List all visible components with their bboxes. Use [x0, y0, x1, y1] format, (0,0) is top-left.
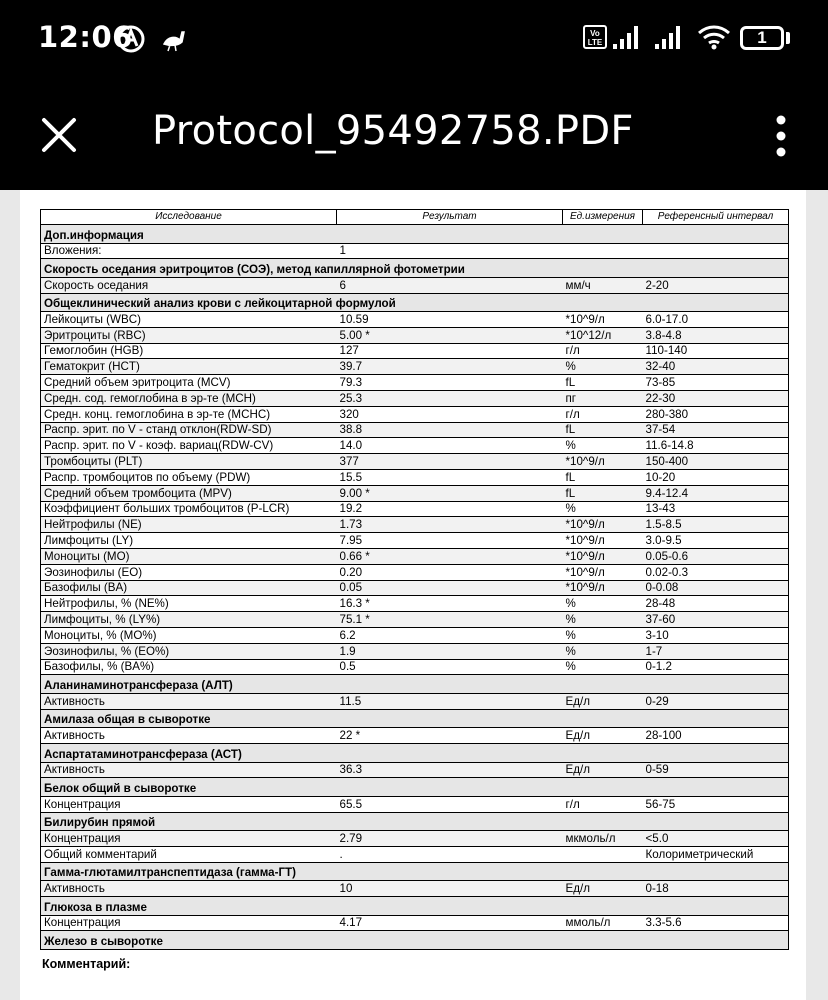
- section-title: Глюкоза в плазме: [41, 897, 789, 916]
- unit-cell: Ед/л: [563, 728, 643, 744]
- test-name-cell: Распр. эрит. по V - станд отклон(RDW-SD): [41, 422, 337, 438]
- table-row: [41, 359, 789, 375]
- section-row: [41, 744, 789, 763]
- test-name-cell: Тромбоциты (PLT): [41, 454, 337, 470]
- header-reference: Референсный интервал: [643, 210, 789, 225]
- unit-cell: %: [563, 438, 643, 454]
- section-title: Железо в сыворотке: [41, 931, 789, 950]
- unit-cell: *10^9/л: [563, 580, 643, 596]
- table-row: [41, 693, 789, 709]
- reference-cell: 37-60: [643, 612, 789, 628]
- test-name-cell: Концентрация: [41, 831, 337, 847]
- results-table: [40, 209, 789, 950]
- table-row: [41, 831, 789, 847]
- battery-icon: 1: [740, 26, 784, 50]
- test-name-cell: Общий комментарий: [41, 846, 337, 862]
- unit-cell: *10^9/л: [563, 533, 643, 549]
- result-cell: .: [337, 846, 563, 862]
- result-cell: 6.2: [337, 628, 563, 644]
- table-row: [41, 580, 789, 596]
- section-row: [41, 862, 789, 881]
- unit-cell: %: [563, 612, 643, 628]
- status-bar: [0, 0, 828, 78]
- reference-cell: [643, 243, 789, 259]
- results-body: [41, 225, 789, 950]
- result-cell: 39.7: [337, 359, 563, 375]
- unit-cell: %: [563, 359, 643, 375]
- result-cell: 1.73: [337, 517, 563, 533]
- result-cell: 10.59: [337, 312, 563, 328]
- reference-cell: 110-140: [643, 343, 789, 359]
- test-name-cell: Нейтрофилы (NE): [41, 517, 337, 533]
- section-title: Амилаза общая в сыворотке: [41, 709, 789, 728]
- result-cell: 0.5: [337, 659, 563, 675]
- reference-cell: 3-10: [643, 628, 789, 644]
- test-name-cell: Эозинофилы, % (EO%): [41, 643, 337, 659]
- table-row: [41, 312, 789, 328]
- test-name-cell: Базофилы, % (BA%): [41, 659, 337, 675]
- section-title: Скорость оседания эритроцитов (СОЭ), метод капиллярной фотометрии: [41, 259, 789, 278]
- unit-cell: %: [563, 501, 643, 517]
- section-row: [41, 225, 789, 244]
- signal-sim2-icon: [654, 24, 684, 50]
- header-test: Исследование: [41, 210, 337, 225]
- reference-cell: 3.0-9.5: [643, 533, 789, 549]
- reference-cell: 6.0-17.0: [643, 312, 789, 328]
- table-row: [41, 628, 789, 644]
- result-cell: 0.66 *: [337, 549, 563, 565]
- reference-cell: 73-85: [643, 375, 789, 391]
- table-row: [41, 596, 789, 612]
- reference-cell: 11.6-14.8: [643, 438, 789, 454]
- unit-cell: fL: [563, 485, 643, 501]
- test-name-cell: Эритроциты (RBC): [41, 327, 337, 343]
- test-name-cell: Лейкоциты (WBC): [41, 312, 337, 328]
- reference-cell: 0.02-0.3: [643, 564, 789, 580]
- test-name-cell: Распр. тромбоцитов по объему (PDW): [41, 470, 337, 486]
- table-row: [41, 470, 789, 486]
- test-name-cell: Коэффициент больших тромбоцитов (P-LCR): [41, 501, 337, 517]
- app-bar: [0, 78, 828, 190]
- unit-cell: fL: [563, 470, 643, 486]
- table-row: [41, 549, 789, 565]
- comment-label: Комментарий:: [42, 957, 131, 971]
- test-name-cell: Средн. конц. гемоглобина в эр-те (MCHC): [41, 406, 337, 422]
- test-name-cell: Эозинофилы (EO): [41, 564, 337, 580]
- table-row: [41, 454, 789, 470]
- table-row: [41, 796, 789, 812]
- table-row: [41, 485, 789, 501]
- result-cell: 127: [337, 343, 563, 359]
- reference-cell: 28-48: [643, 596, 789, 612]
- result-cell: 14.0: [337, 438, 563, 454]
- table-header-row: [41, 210, 789, 225]
- test-name-cell: Активность: [41, 693, 337, 709]
- pdf-page[interactable]: [20, 190, 806, 1000]
- result-cell: 75.1 *: [337, 612, 563, 628]
- unit-cell: *10^9/л: [563, 312, 643, 328]
- section-title: Гамма-глютамилтранспептидаза (гамма-ГТ): [41, 862, 789, 881]
- reference-cell: 37-54: [643, 422, 789, 438]
- test-name-cell: Концентрация: [41, 915, 337, 931]
- section-title: Доп.информация: [41, 225, 789, 244]
- table-row: [41, 612, 789, 628]
- pdf-viewer[interactable]: [0, 190, 828, 1000]
- result-cell: 65.5: [337, 796, 563, 812]
- table-row: [41, 728, 789, 744]
- table-row: [41, 422, 789, 438]
- table-row: [41, 846, 789, 862]
- test-name-cell: Нейтрофилы, % (NE%): [41, 596, 337, 612]
- test-name-cell: Лимфоциты (LY): [41, 533, 337, 549]
- table-row: [41, 659, 789, 675]
- result-cell: 6: [337, 277, 563, 293]
- table-row: [41, 327, 789, 343]
- section-row: [41, 709, 789, 728]
- reference-cell: 150-400: [643, 454, 789, 470]
- ostrich-app-icon: [160, 26, 186, 52]
- test-name-cell: Средний объем эритроцита (MCV): [41, 375, 337, 391]
- section-row: [41, 778, 789, 797]
- result-cell: 11.5: [337, 693, 563, 709]
- test-name-cell: Гематокрит (HCT): [41, 359, 337, 375]
- unit-cell: *10^12/л: [563, 327, 643, 343]
- reference-cell: 0-18: [643, 881, 789, 897]
- reference-cell: 0-59: [643, 762, 789, 778]
- result-cell: 25.3: [337, 391, 563, 407]
- unit-cell: г/л: [563, 343, 643, 359]
- section-row: [41, 931, 789, 950]
- result-cell: 2.79: [337, 831, 563, 847]
- reference-cell: 1.5-8.5: [643, 517, 789, 533]
- section-row: [41, 812, 789, 831]
- result-cell: 16.3 *: [337, 596, 563, 612]
- section-title: Билирубин прямой: [41, 812, 789, 831]
- unit-cell: %: [563, 659, 643, 675]
- test-name-cell: Концентрация: [41, 796, 337, 812]
- header-unit: Ед.измерения: [563, 210, 643, 225]
- reference-cell: 56-75: [643, 796, 789, 812]
- reference-cell: Колориметрический: [643, 846, 789, 862]
- test-name-cell: Вложения:: [41, 243, 337, 259]
- table-row: [41, 643, 789, 659]
- test-name-cell: Распр. эрит. по V - коэф. вариац(RDW-CV): [41, 438, 337, 454]
- unit-cell: *10^9/л: [563, 549, 643, 565]
- volte-icon: Vo LTE: [583, 25, 607, 49]
- unit-cell: [563, 243, 643, 259]
- unit-cell: *10^9/л: [563, 564, 643, 580]
- test-name-cell: Гемоглобин (HGB): [41, 343, 337, 359]
- table-row: [41, 533, 789, 549]
- unit-cell: г/л: [563, 406, 643, 422]
- test-name-cell: Базофилы (BA): [41, 580, 337, 596]
- result-cell: 19.2: [337, 501, 563, 517]
- table-row: [41, 438, 789, 454]
- result-cell: 0.05: [337, 580, 563, 596]
- reference-cell: 1-7: [643, 643, 789, 659]
- table-row: [41, 762, 789, 778]
- table-row: [41, 501, 789, 517]
- section-title: Белок общий в сыворотке: [41, 778, 789, 797]
- result-cell: 36.3: [337, 762, 563, 778]
- reference-cell: 0-1.2: [643, 659, 789, 675]
- header-result: Результат: [337, 210, 563, 225]
- unit-cell: пг: [563, 391, 643, 407]
- table-row: [41, 343, 789, 359]
- table-row: [41, 277, 789, 293]
- close-icon[interactable]: [36, 112, 82, 158]
- test-name-cell: Моноциты (MO): [41, 549, 337, 565]
- section-row: [41, 897, 789, 916]
- reference-cell: 13-43: [643, 501, 789, 517]
- result-cell: 1.9: [337, 643, 563, 659]
- test-name-cell: Средний объем тромбоцита (MPV): [41, 485, 337, 501]
- unit-cell: %: [563, 596, 643, 612]
- unit-cell: *10^9/л: [563, 517, 643, 533]
- test-name-cell: Активность: [41, 728, 337, 744]
- unit-cell: Ед/л: [563, 881, 643, 897]
- result-cell: 10: [337, 881, 563, 897]
- test-name-cell: Моноциты, % (MO%): [41, 628, 337, 644]
- sync-icon: [116, 24, 146, 54]
- section-row: [41, 259, 789, 278]
- reference-cell: 280-380: [643, 406, 789, 422]
- result-cell: 79.3: [337, 375, 563, 391]
- test-name-cell: Скорость оседания: [41, 277, 337, 293]
- test-name-cell: Средн. сод. гемоглобина в эр-те (MCH): [41, 391, 337, 407]
- reference-cell: 3.3-5.6: [643, 915, 789, 931]
- section-title: Аспартатаминотрансфераза (АСТ): [41, 744, 789, 763]
- result-cell: 0.20: [337, 564, 563, 580]
- battery-tip: [786, 32, 790, 44]
- table-row: [41, 406, 789, 422]
- result-cell: 377: [337, 454, 563, 470]
- table-row: [41, 915, 789, 931]
- unit-cell: fL: [563, 375, 643, 391]
- table-row: [41, 564, 789, 580]
- signal-sim1-icon: [612, 24, 642, 50]
- table-row: [41, 375, 789, 391]
- table-row: [41, 517, 789, 533]
- unit-cell: *10^9/л: [563, 454, 643, 470]
- reference-cell: 10-20: [643, 470, 789, 486]
- reference-cell: 0-0.08: [643, 580, 789, 596]
- more-options-icon[interactable]: [768, 112, 794, 160]
- wifi-icon: [697, 24, 731, 50]
- reference-cell: 9.4-12.4: [643, 485, 789, 501]
- section-row: [41, 293, 789, 312]
- reference-cell: 0.05-0.6: [643, 549, 789, 565]
- reference-cell: 22-30: [643, 391, 789, 407]
- result-cell: 5.00 *: [337, 327, 563, 343]
- reference-cell: 0-29: [643, 693, 789, 709]
- result-cell: 22 *: [337, 728, 563, 744]
- result-cell: 7.95: [337, 533, 563, 549]
- reference-cell: 3.8-4.8: [643, 327, 789, 343]
- table-row: [41, 391, 789, 407]
- unit-cell: ммоль/л: [563, 915, 643, 931]
- result-cell: 4.17: [337, 915, 563, 931]
- document-title: Protocol_95492758.PDF: [152, 108, 634, 154]
- reference-cell: <5.0: [643, 831, 789, 847]
- unit-cell: мм/ч: [563, 277, 643, 293]
- unit-cell: %: [563, 628, 643, 644]
- section-row: [41, 675, 789, 694]
- result-cell: 1: [337, 243, 563, 259]
- result-cell: 38.8: [337, 422, 563, 438]
- result-cell: 9.00 *: [337, 485, 563, 501]
- result-cell: 15.5: [337, 470, 563, 486]
- table-row: [41, 243, 789, 259]
- unit-cell: [563, 846, 643, 862]
- reference-cell: 2-20: [643, 277, 789, 293]
- table-row: [41, 881, 789, 897]
- unit-cell: %: [563, 643, 643, 659]
- reference-cell: 28-100: [643, 728, 789, 744]
- section-title: Общеклинический анализ крови с лейкоцитарной формулой: [41, 293, 789, 312]
- reference-cell: 32-40: [643, 359, 789, 375]
- unit-cell: мкмоль/л: [563, 831, 643, 847]
- unit-cell: г/л: [563, 796, 643, 812]
- unit-cell: fL: [563, 422, 643, 438]
- result-cell: 320: [337, 406, 563, 422]
- status-time: 12:06: [38, 20, 133, 54]
- section-title: Аланинаминотрансфераза (АЛТ): [41, 675, 789, 694]
- test-name-cell: Активность: [41, 762, 337, 778]
- unit-cell: Ед/л: [563, 762, 643, 778]
- test-name-cell: Активность: [41, 881, 337, 897]
- test-name-cell: Лимфоциты, % (LY%): [41, 612, 337, 628]
- unit-cell: Ед/л: [563, 693, 643, 709]
